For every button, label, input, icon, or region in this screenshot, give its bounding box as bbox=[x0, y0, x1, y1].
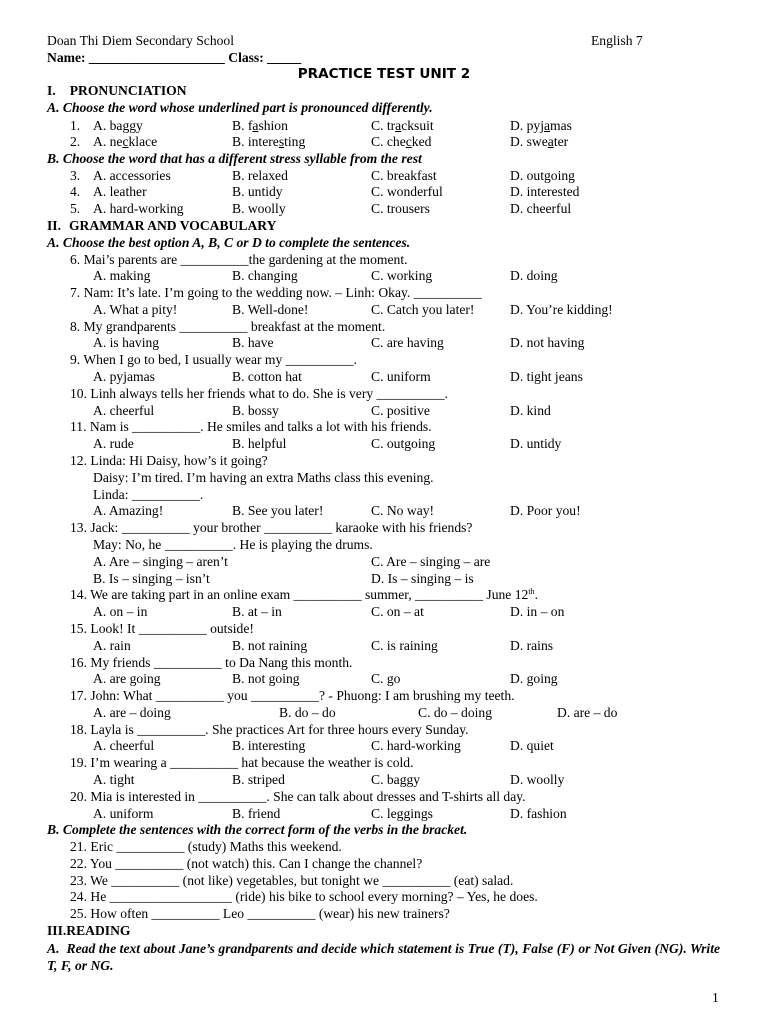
option-6c: C. working bbox=[371, 268, 433, 283]
question-9: 9. When I go to bed, I usually wear my __________. bbox=[70, 352, 358, 367]
question-10: 10. Linh always tells her friends what to do. She is very __________. bbox=[70, 386, 448, 401]
option-9a: A. pyjamas bbox=[93, 369, 155, 384]
question-12-line-3: Linda: __________. bbox=[93, 487, 204, 502]
page-number: 1 bbox=[712, 990, 719, 1005]
class-blank: _____ bbox=[267, 50, 302, 65]
question-number: 2. bbox=[70, 134, 81, 149]
option-10b: B. bossy bbox=[232, 403, 279, 418]
section-number: I. bbox=[47, 83, 56, 98]
option-14b: B. at – in bbox=[232, 604, 282, 619]
option-16b: B. not going bbox=[232, 671, 300, 686]
question-7: 7. Nam: It’s late. I’m going to the wedding now. – Linh: Okay. __________ bbox=[70, 285, 482, 300]
section-2-part-b bbox=[47, 822, 467, 838]
name-label: Name: bbox=[47, 50, 86, 65]
section-number: III. bbox=[47, 923, 67, 938]
question-25: 25. How often __________ Leo __________ (wear) his new trainers? bbox=[70, 906, 450, 921]
question-13-line-2: May: No, he __________. He is playing the drums. bbox=[93, 537, 373, 552]
question-23: 23. We __________ (not like) vegetables, but tonight we __________ (eat) salad. bbox=[70, 873, 514, 888]
option-13a: A. Are – singing – aren’t bbox=[93, 554, 228, 569]
question-12: 12. Linda: Hi Daisy, how’s it going? bbox=[70, 453, 268, 468]
section-3-part-a bbox=[47, 940, 720, 974]
option-7a: A. What a pity! bbox=[93, 302, 178, 317]
question-2 bbox=[70, 134, 80, 150]
option-7b: B. Well-done! bbox=[232, 302, 309, 317]
option-17a: A. are – doing bbox=[93, 705, 171, 720]
option-16c: C. go bbox=[371, 671, 401, 686]
option-1a: A. baggy bbox=[93, 118, 143, 133]
option-18c: C. hard-working bbox=[371, 738, 461, 753]
option-3b: B. relaxed bbox=[232, 168, 288, 183]
option-13c: C. Are – singing – are bbox=[371, 554, 491, 569]
name-blank: ____________________ bbox=[88, 50, 225, 65]
option-20c: C. leggings bbox=[371, 806, 433, 821]
question-3-number: 3. bbox=[70, 168, 81, 183]
section-1-part-b bbox=[47, 151, 422, 167]
option-12a: A. Amazing! bbox=[93, 503, 164, 518]
option-15b: B. not raining bbox=[232, 638, 308, 653]
option-1d: D. pyjamas bbox=[510, 118, 572, 133]
option-5c: C. trousers bbox=[371, 201, 430, 216]
option-1c: C. tracksuit bbox=[371, 118, 434, 133]
school-name: Doan Thi Diem Secondary School bbox=[47, 33, 235, 48]
option-10d: D. kind bbox=[510, 403, 551, 418]
name-class-line bbox=[47, 50, 301, 66]
question-24: 24. He __________________ (ride) his bike to school every morning? – Yes, he does. bbox=[70, 889, 538, 904]
question-6: 6. Mai’s parents are __________the gardening at the moment. bbox=[70, 252, 408, 267]
option-17b: B. do – do bbox=[279, 705, 336, 720]
section-1-part-a bbox=[47, 100, 433, 116]
option-19a: A. tight bbox=[93, 772, 135, 787]
option-13d: D. Is – singing – is bbox=[371, 571, 474, 586]
part-instruction: Complete the sentences with the correct form of the verbs in the bracket. bbox=[62, 822, 468, 837]
option-15c: C. is raining bbox=[371, 638, 438, 653]
option-1b: B. fashion bbox=[232, 118, 288, 133]
option-2d: D. sweater bbox=[510, 134, 569, 149]
option-18d: D. quiet bbox=[510, 738, 554, 753]
question-12-line-2: Daisy: I’m tired. I’m having an extra Maths class this evening. bbox=[93, 470, 434, 485]
question-number: 1. bbox=[70, 118, 81, 133]
option-5a: A. hard-working bbox=[93, 201, 184, 216]
question-1 bbox=[70, 118, 80, 134]
part-instruction: Choose the best option A, B, C or D to complete the sentences. bbox=[62, 235, 411, 250]
part-instruction: Choose the word whose underlined part is pronounced differently. bbox=[62, 100, 433, 115]
option-19d: D. woolly bbox=[510, 772, 565, 787]
option-6d: D. doing bbox=[510, 268, 558, 283]
question-13: 13. Jack: __________ your brother __________ karaoke with his friends? bbox=[70, 520, 473, 535]
section-3-heading bbox=[47, 923, 130, 939]
option-19c: C. baggy bbox=[371, 772, 421, 787]
option-11c: C. outgoing bbox=[371, 436, 436, 451]
option-17c: C. do – doing bbox=[418, 705, 493, 720]
option-20d: D. fashion bbox=[510, 806, 567, 821]
part-letter: A. bbox=[47, 100, 60, 115]
section-title: READING bbox=[66, 923, 131, 938]
part-instruction: Read the text about Jane’s grandparents and decide which statement is True (T), False (F) or Not Given (NG). Write T, F, or NG. bbox=[47, 941, 721, 973]
option-9b: B. cotton hat bbox=[232, 369, 302, 384]
option-14a: A. on – in bbox=[93, 604, 148, 619]
option-6a: A. making bbox=[93, 268, 151, 283]
option-7d: D. You’re kidding! bbox=[510, 302, 613, 317]
option-14c: C. on – at bbox=[371, 604, 424, 619]
section-title: GRAMMAR AND VOCABULARY bbox=[68, 218, 277, 233]
section-2-part-a bbox=[47, 235, 410, 251]
option-11b: B. helpful bbox=[232, 436, 287, 451]
option-2b: B. interesting bbox=[232, 134, 306, 149]
option-11a: A. rude bbox=[93, 436, 134, 451]
option-8c: C. are having bbox=[371, 335, 444, 350]
option-20a: A. uniform bbox=[93, 806, 154, 821]
option-7c: C. Catch you later! bbox=[371, 302, 475, 317]
question-4-number: 4. bbox=[70, 184, 81, 199]
part-instruction: Choose the word that has a different stress syllable from the rest bbox=[62, 151, 422, 166]
option-2a: A. necklace bbox=[93, 134, 158, 149]
question-15: 15. Look! It __________ outside! bbox=[70, 621, 254, 636]
option-15a: A. rain bbox=[93, 638, 131, 653]
option-11d: D. untidy bbox=[510, 436, 562, 451]
option-16a: A. are going bbox=[93, 671, 161, 686]
question-20: 20. Mia is interested in __________. She can talk about dresses and T-shirts all day. bbox=[70, 789, 526, 804]
option-15d: D. rains bbox=[510, 638, 554, 653]
subject-label: English 7 bbox=[591, 33, 643, 48]
option-18b: B. interesting bbox=[232, 738, 306, 753]
option-19b: B. striped bbox=[232, 772, 285, 787]
option-4a: A. leather bbox=[93, 184, 147, 199]
superscript-th: th bbox=[528, 587, 535, 596]
question-17: 17. John: What __________ you __________? - Phuong: I am brushing my teeth. bbox=[70, 688, 515, 703]
option-3d: D. outgoing bbox=[510, 168, 575, 183]
option-9c: C. uniform bbox=[371, 369, 431, 384]
option-3c: C. breakfast bbox=[371, 168, 437, 183]
option-16d: D. going bbox=[510, 671, 558, 686]
option-12c: C. No way! bbox=[371, 503, 435, 518]
option-14d: D. in – on bbox=[510, 604, 565, 619]
part-letter: B. bbox=[47, 822, 60, 837]
option-8b: B. have bbox=[232, 335, 274, 350]
option-10c: C. positive bbox=[371, 403, 430, 418]
question-5-number: 5. bbox=[70, 201, 81, 216]
question-21: 21. Eric __________ (study) Maths this weekend. bbox=[70, 839, 342, 854]
question-19: 19. I’m wearing a __________ hat because the weather is cold. bbox=[70, 755, 414, 770]
part-letter: A. bbox=[47, 235, 60, 250]
option-6b: B. changing bbox=[232, 268, 298, 283]
option-2c: C. checked bbox=[371, 134, 432, 149]
option-8d: D. not having bbox=[510, 335, 585, 350]
option-4d: D. interested bbox=[510, 184, 580, 199]
question-22: 22. You __________ (not watch) this. Can I change the channel? bbox=[70, 856, 423, 871]
option-5d: D. cheerful bbox=[510, 201, 572, 216]
part-letter: A. bbox=[47, 941, 60, 956]
option-13b: B. Is – singing – isn’t bbox=[93, 571, 210, 586]
option-12b: B. See you later! bbox=[232, 503, 324, 518]
question-16: 16. My friends __________ to Da Nang this month. bbox=[70, 655, 353, 670]
option-20b: B. friend bbox=[232, 806, 281, 821]
option-12d: D. Poor you! bbox=[510, 503, 581, 518]
section-title: PRONUNCIATION bbox=[69, 83, 187, 98]
option-5b: B. woolly bbox=[232, 201, 286, 216]
part-letter: B. bbox=[47, 151, 60, 166]
option-9d: D. tight jeans bbox=[510, 369, 583, 384]
question-8: 8. My grandparents __________ breakfast at the moment. bbox=[70, 319, 386, 334]
class-label: Class: bbox=[228, 50, 264, 65]
question-18: 18. Layla is __________. She practices Art for three hours every Sunday. bbox=[70, 722, 469, 737]
option-4c: C. wonderful bbox=[371, 184, 443, 199]
option-17d: D. are – do bbox=[557, 705, 618, 720]
option-8a: A. is having bbox=[93, 335, 160, 350]
section-number: II. bbox=[47, 218, 61, 233]
section-2-heading bbox=[47, 218, 276, 234]
option-3a: A. accessories bbox=[93, 168, 171, 183]
option-4b: B. untidy bbox=[232, 184, 283, 199]
page-title: PRACTICE TEST UNIT 2 bbox=[297, 66, 471, 82]
option-18a: A. cheerful bbox=[93, 738, 155, 753]
section-1-heading bbox=[47, 83, 187, 99]
option-10a: A. cheerful bbox=[93, 403, 155, 418]
question-11: 11. Nam is __________. He smiles and talks a lot with his friends. bbox=[70, 419, 432, 434]
question-14: 14. We are taking part in an online exam __________ summer, __________ June 12th. bbox=[70, 587, 538, 602]
